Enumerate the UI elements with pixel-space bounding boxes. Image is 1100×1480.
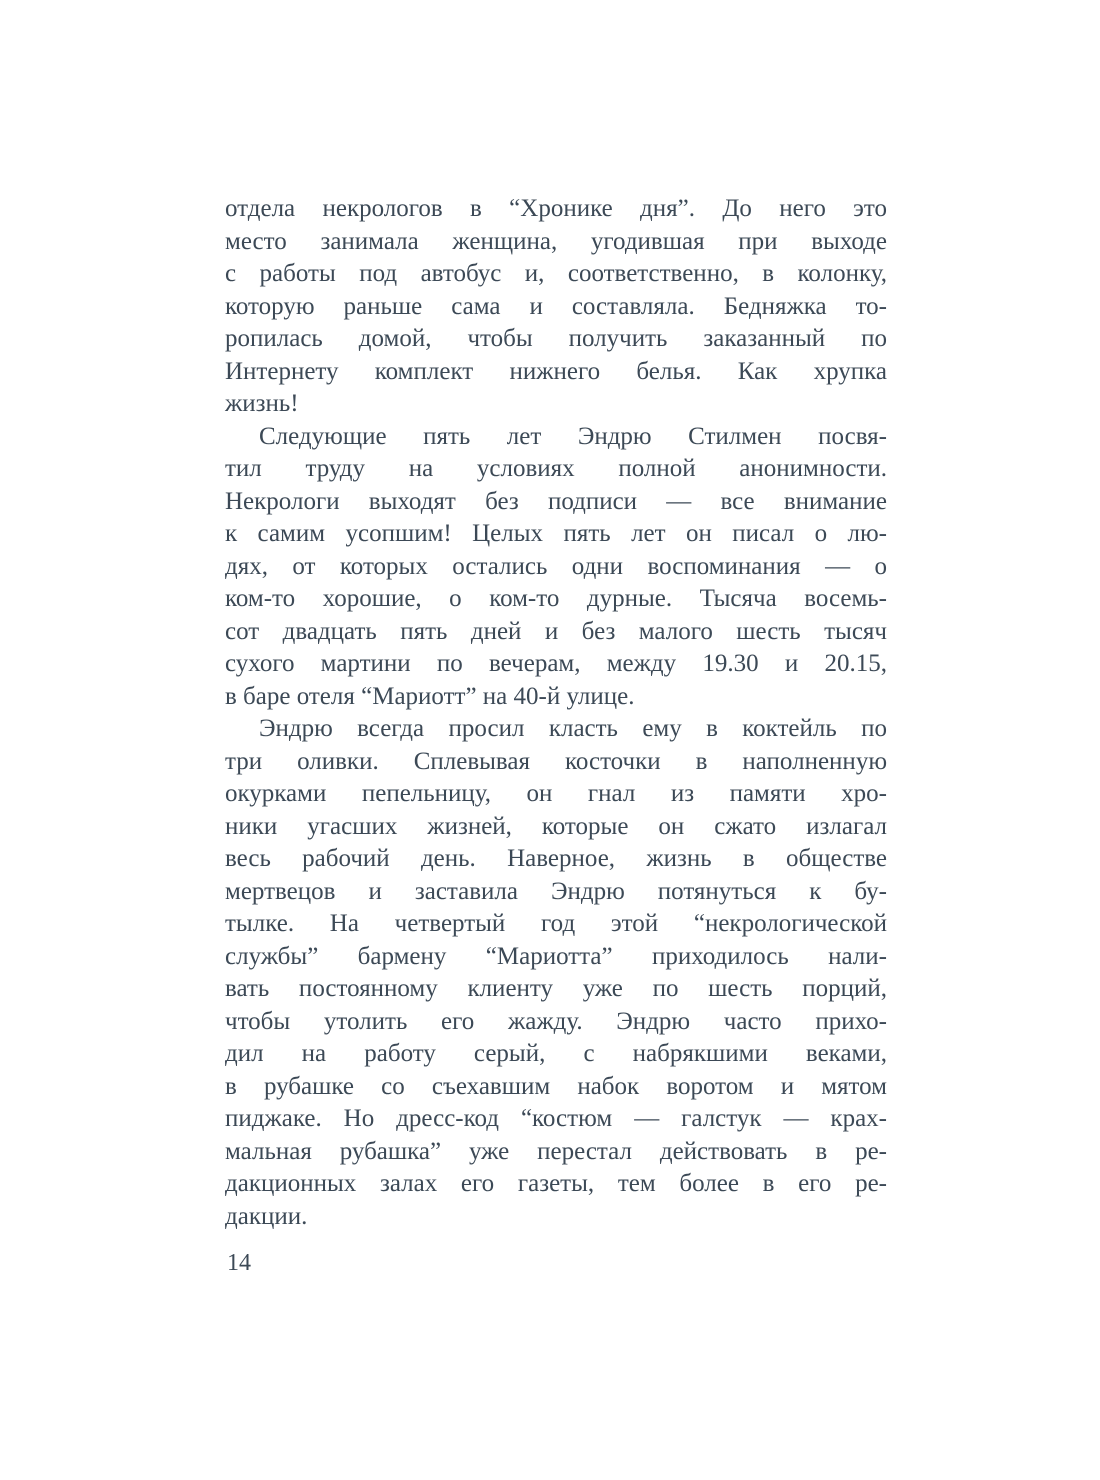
text-line: весь рабочий день. Наверное, жизнь в обществе — [225, 845, 887, 872]
page-number: 14 — [227, 1250, 251, 1276]
text-line: пиджаке. Но дресс-код “костюм — галстук — крах- — [225, 1105, 887, 1132]
text-line: которую раньше сама и составляла. Бедняжка то- — [225, 292, 887, 320]
text-line: тылке. На четвертый год этой “некрологической — [225, 910, 887, 937]
text-line: дях, от которых остались одни воспоминания — о — [225, 552, 887, 580]
text-line: Следующие пять лет Эндрю Стилмен посвя- — [259, 422, 887, 450]
text-line: ком-то хорошие, о ком-то дурные. Тысяча восемь- — [225, 585, 887, 612]
text-line: чтобы утолить его жажду. Эндрю часто прихо- — [225, 1007, 887, 1035]
text-line: сот двадцать пять дней и без малого шесть тысяч — [225, 617, 887, 645]
paragraph — [225, 713, 887, 1233]
text-line: ники угасших жизней, которые он сжато излагал — [225, 812, 887, 840]
text-line: дакционных залах его газеты, тем более в его ре- — [225, 1170, 887, 1197]
text-line: ропилась домой, чтобы получить заказанный по — [225, 325, 887, 352]
text-line: вать постоянному клиенту уже по шесть порций, — [225, 975, 887, 1002]
text-block — [225, 193, 887, 1233]
text-line: в баре отеля “Мариотт” на 40-й улице. — [225, 682, 635, 710]
text-line: Некрологи выходят без подписи — все внимание — [225, 487, 887, 515]
text-line: Интернету комплект нижнего белья. Как хрупка — [225, 357, 887, 385]
text-line: дил на работу серый, с набрякшими веками, — [225, 1040, 887, 1067]
text-line: сухого мартини по вечерам, между 19.30 и 20.15, — [225, 650, 887, 677]
text-line: место занимала женщина, угодившая при выходе — [225, 227, 887, 255]
text-line: три оливки. Сплевывая косточки в наполненную — [225, 747, 887, 775]
text-line: дакции. — [225, 1202, 308, 1230]
text-line: отдела некрологов в “Хронике дня”. До него это — [225, 195, 887, 222]
text-line: к самим усопшим! Целых пять лет он писал о лю- — [225, 520, 887, 547]
text-line: в рубашке со съехавшим набок воротом и мятом — [225, 1072, 887, 1100]
text-line: мертвецов и заставила Эндрю потянуться к бу- — [225, 877, 887, 905]
text-line: окурками пепельницу, он гнал из памяти хро- — [225, 780, 887, 807]
paragraph — [225, 193, 887, 421]
text-line: мальная рубашка” уже перестал действовать в ре- — [225, 1137, 887, 1165]
text-line: жизнь! — [225, 390, 299, 417]
text-line: с работы под автобус и, соответственно, в колонку, — [225, 260, 887, 287]
text-line: службы” бармену “Мариотта” приходилось нали- — [225, 942, 887, 970]
paragraph — [225, 421, 887, 714]
text-line: Эндрю всегда просил класть ему в коктейль по — [259, 715, 887, 742]
text-line: тил труду на условиях полной анонимности. — [225, 455, 887, 482]
